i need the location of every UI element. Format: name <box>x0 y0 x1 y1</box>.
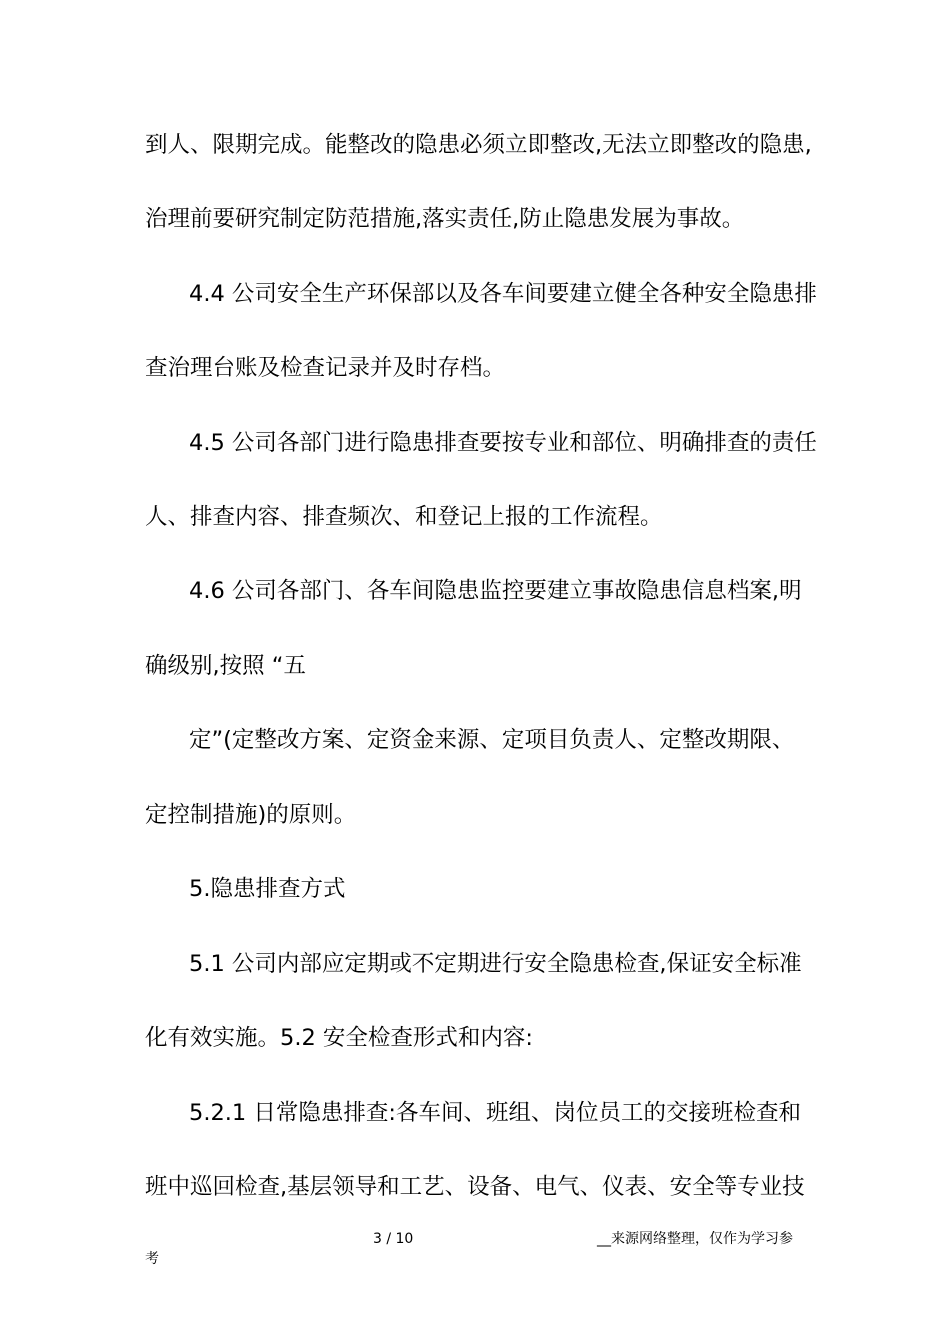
text-line-1: 到人、限期完成。能整改的隐患必须立即整改,无法立即整改的隐患, <box>145 132 812 158</box>
section-heading: 5.隐患排查方式 <box>189 876 346 902</box>
footer-note-continuation: 考 <box>145 1251 159 1267</box>
text-line-7: 4.6 公司各部门、各车间隐患监控要建立事故隐患信息档案,明 <box>189 578 802 604</box>
text-line-5: 4.5 公司各部门进行隐患排查要按专业和部位、明确排查的责任 <box>189 430 817 456</box>
page-number: 3 / 10 <box>373 1231 414 1247</box>
text-line-15: 班中巡回检查,基层领导和工艺、设备、电气、仪表、安全等专业技 <box>145 1174 805 1200</box>
text-line-8: 确级别,按照 “五 <box>145 653 306 679</box>
text-line-12: 5.1 公司内部应定期或不定期进行安全隐患检查,保证安全标准 <box>189 951 802 977</box>
text-line-4: 查治理台账及检查记录并及时存档。 <box>145 355 506 381</box>
text-line-2: 治理前要研究制定防范措施,落实责任,防止隐患发展为事故。 <box>145 206 745 232</box>
text-line-3: 4.4 公司安全生产环保部以及各车间要建立健全各种安全隐患排 <box>189 281 817 307</box>
text-line-13: 化有效实施。5.2 安全检查形式和内容: <box>145 1025 534 1051</box>
text-line-10: 定控制措施)的原则。 <box>145 802 357 828</box>
text-line-14: 5.2.1 日常隐患排查:各车间、班组、岗位员工的交接班检查和 <box>189 1100 801 1126</box>
footer-note: __来源网络整理，仅作为学习参 <box>597 1231 793 1247</box>
text-line-6: 人、排查内容、排查频次、和登记上报的工作流程。 <box>145 504 663 530</box>
text-line-9: 定”(定整改方案、定资金来源、定项目负责人、定整改期限、 <box>189 727 795 753</box>
